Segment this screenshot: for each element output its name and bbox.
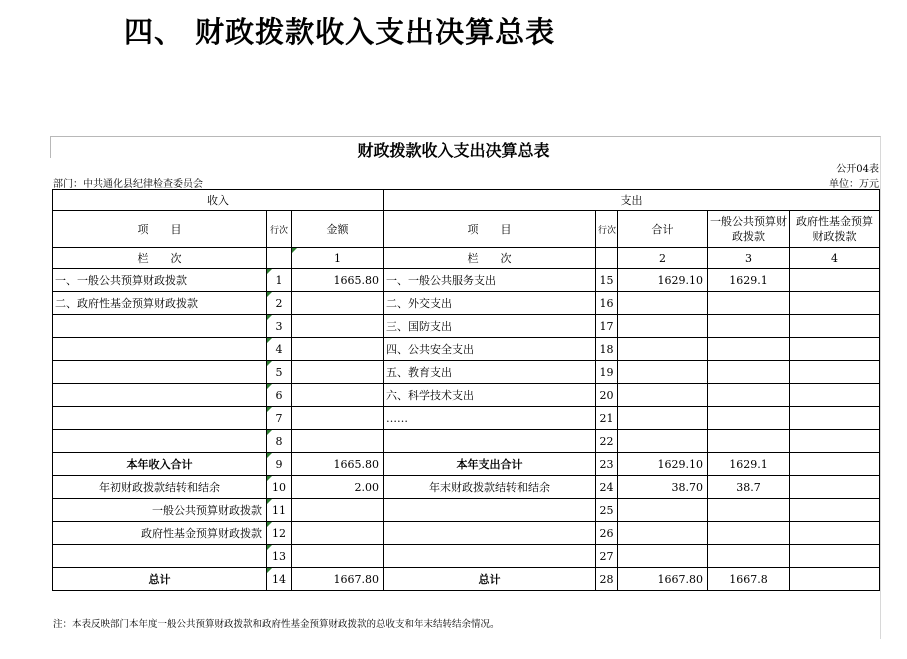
expense-row-no-header: 行次 <box>596 211 618 248</box>
income-row-no: 11 <box>267 499 292 522</box>
expense-row-no: 26 <box>596 522 618 545</box>
table-row <box>53 361 880 384</box>
expense-fund-budget <box>790 522 880 545</box>
income-row-no: 8 <box>267 430 292 453</box>
income-amount: 2.00 <box>292 476 384 499</box>
general-budget-header: 一般公共预算财政拨款 <box>708 211 790 248</box>
budget-table <box>52 189 880 591</box>
expense-item <box>384 522 596 545</box>
expense-header: 支出 <box>384 190 880 211</box>
income-amount: 1667.80 <box>292 568 384 591</box>
income-amount <box>292 545 384 568</box>
col-num-3: 3 <box>708 248 790 269</box>
income-row-no: 4 <box>267 338 292 361</box>
income-amount <box>292 407 384 430</box>
income-item: 总计 <box>53 568 267 591</box>
table-title: 财政拨款收入支出决算总表 <box>357 141 550 160</box>
expense-total: 1629.10 <box>618 453 708 476</box>
table-row <box>53 430 880 453</box>
expense-item <box>384 430 596 453</box>
col-num-2: 2 <box>618 248 708 269</box>
income-row-no: 6 <box>267 384 292 407</box>
income-header: 收入 <box>53 190 384 211</box>
expense-row-no: 23 <box>596 453 618 476</box>
table-row <box>53 407 880 430</box>
income-amount <box>292 361 384 384</box>
expense-general-budget <box>708 407 790 430</box>
expense-row-no: 27 <box>596 545 618 568</box>
table-row <box>53 453 880 476</box>
income-row-no: 13 <box>267 545 292 568</box>
income-item: 一、一般公共预算财政拨款 <box>53 269 267 292</box>
expense-fund-budget <box>790 453 880 476</box>
expense-column-blank <box>596 248 618 269</box>
income-amount <box>292 499 384 522</box>
expense-item: 五、教育支出 <box>384 361 596 384</box>
expense-fund-budget <box>790 407 880 430</box>
expense-general-budget: 1667.8 <box>708 568 790 591</box>
income-amount <box>292 384 384 407</box>
income-column-blank <box>267 248 292 269</box>
expense-row-no: 15 <box>596 269 618 292</box>
income-item-header: 项 目 <box>53 211 267 248</box>
expense-fund-budget <box>790 499 880 522</box>
expense-fund-budget <box>790 269 880 292</box>
expense-fund-budget <box>790 361 880 384</box>
expense-row-no: 25 <box>596 499 618 522</box>
expense-column-label: 栏 次 <box>384 248 596 269</box>
expense-total <box>618 545 708 568</box>
income-amount-header: 金额 <box>292 211 384 248</box>
income-column-label: 栏 次 <box>53 248 267 269</box>
income-item: 二、政府性基金预算财政拨款 <box>53 292 267 315</box>
expense-item <box>384 499 596 522</box>
income-item: 政府性基金预算财政拨款 <box>53 522 267 545</box>
expense-total <box>618 361 708 384</box>
expense-fund-budget <box>790 545 880 568</box>
expense-general-budget <box>708 430 790 453</box>
income-row-no-header: 行次 <box>267 211 292 248</box>
income-amount <box>292 430 384 453</box>
table-row <box>53 292 880 315</box>
expense-item: 四、公共安全支出 <box>384 338 596 361</box>
expense-fund-budget <box>790 338 880 361</box>
income-item: 一般公共预算财政拨款 <box>53 499 267 522</box>
expense-row-no: 21 <box>596 407 618 430</box>
expense-general-budget <box>708 384 790 407</box>
expense-general-budget: 1629.1 <box>708 269 790 292</box>
income-item <box>53 407 267 430</box>
table-row <box>53 522 880 545</box>
income-item <box>53 361 267 384</box>
income-amount <box>292 338 384 361</box>
income-item <box>53 315 267 338</box>
income-item <box>53 384 267 407</box>
income-row-no: 10 <box>267 476 292 499</box>
income-item: 年初财政拨款结转和结余 <box>53 476 267 499</box>
expense-general-budget: 38.7 <box>708 476 790 499</box>
expense-total <box>618 522 708 545</box>
expense-general-budget <box>708 522 790 545</box>
expense-item <box>384 545 596 568</box>
expense-row-no: 16 <box>596 292 618 315</box>
fund-budget-header: 政府性基金预算财政拨款 <box>790 211 880 248</box>
department-label: 部门：中共通化县纪律检查委员会 <box>53 179 203 190</box>
table-row <box>53 384 880 407</box>
expense-row-no: 17 <box>596 315 618 338</box>
expense-row-no: 20 <box>596 384 618 407</box>
table-row <box>53 476 880 499</box>
income-row-no: 9 <box>267 453 292 476</box>
expense-row-no: 18 <box>596 338 618 361</box>
expense-item: 总计 <box>384 568 596 591</box>
table-row <box>53 499 880 522</box>
expense-total <box>618 430 708 453</box>
expense-fund-budget <box>790 476 880 499</box>
expense-fund-budget <box>790 292 880 315</box>
expense-row-no: 22 <box>596 430 618 453</box>
income-row-no: 12 <box>267 522 292 545</box>
expense-item: 年末财政拨款结转和结余 <box>384 476 596 499</box>
expense-row-no: 19 <box>596 361 618 384</box>
expense-general-budget <box>708 361 790 384</box>
income-row-no: 5 <box>267 361 292 384</box>
expense-item: …… <box>384 407 596 430</box>
expense-general-budget <box>708 545 790 568</box>
expense-total <box>618 384 708 407</box>
income-row-no: 1 <box>267 269 292 292</box>
expense-general-budget <box>708 338 790 361</box>
expense-item-header: 项 目 <box>384 211 596 248</box>
income-item: 本年收入合计 <box>53 453 267 476</box>
expense-fund-budget <box>790 430 880 453</box>
expense-total-header: 合计 <box>618 211 708 248</box>
expense-total <box>618 499 708 522</box>
income-item <box>53 430 267 453</box>
expense-general-budget <box>708 315 790 338</box>
col-num-4: 4 <box>790 248 880 269</box>
expense-total <box>618 315 708 338</box>
table-row <box>53 568 880 591</box>
expense-item: 六、科学技术支出 <box>384 384 596 407</box>
expense-total: 1667.80 <box>618 568 708 591</box>
expense-total <box>618 407 708 430</box>
income-amount <box>292 292 384 315</box>
expense-general-budget <box>708 292 790 315</box>
expense-total: 1629.10 <box>618 269 708 292</box>
table-row <box>53 315 880 338</box>
income-row-no: 7 <box>267 407 292 430</box>
expense-item: 三、国防支出 <box>384 315 596 338</box>
expense-total: 38.70 <box>618 476 708 499</box>
footnote: 注：本表反映部门本年度一般公共预算财政拨款和政府性基金预算财政拨款的总收支和年末结转结余情况。 <box>53 619 500 630</box>
table-row <box>53 269 880 292</box>
expense-item: 二、外交支出 <box>384 292 596 315</box>
expense-row-no: 24 <box>596 476 618 499</box>
expense-total <box>618 338 708 361</box>
col-num-1: 1 <box>292 248 384 269</box>
income-amount <box>292 522 384 545</box>
table-row <box>53 545 880 568</box>
expense-item: 本年支出合计 <box>384 453 596 476</box>
income-row-no: 14 <box>267 568 292 591</box>
expense-fund-budget <box>790 568 880 591</box>
income-item <box>53 338 267 361</box>
expense-item: 一、一般公共服务支出 <box>384 269 596 292</box>
income-row-no: 2 <box>267 292 292 315</box>
expense-fund-budget <box>790 384 880 407</box>
expense-total <box>618 292 708 315</box>
income-item <box>53 545 267 568</box>
expense-fund-budget <box>790 315 880 338</box>
form-number: 公开04表 <box>836 164 879 175</box>
page-title: 四、 财政拨款收入支出决算总表 <box>124 15 556 49</box>
income-row-no: 3 <box>267 315 292 338</box>
expense-general-budget: 1629.1 <box>708 453 790 476</box>
unit-label: 单位：万元 <box>829 179 879 190</box>
income-amount: 1665.80 <box>292 453 384 476</box>
income-amount: 1665.80 <box>292 269 384 292</box>
expense-general-budget <box>708 499 790 522</box>
income-amount <box>292 315 384 338</box>
expense-row-no: 28 <box>596 568 618 591</box>
table-row <box>53 338 880 361</box>
